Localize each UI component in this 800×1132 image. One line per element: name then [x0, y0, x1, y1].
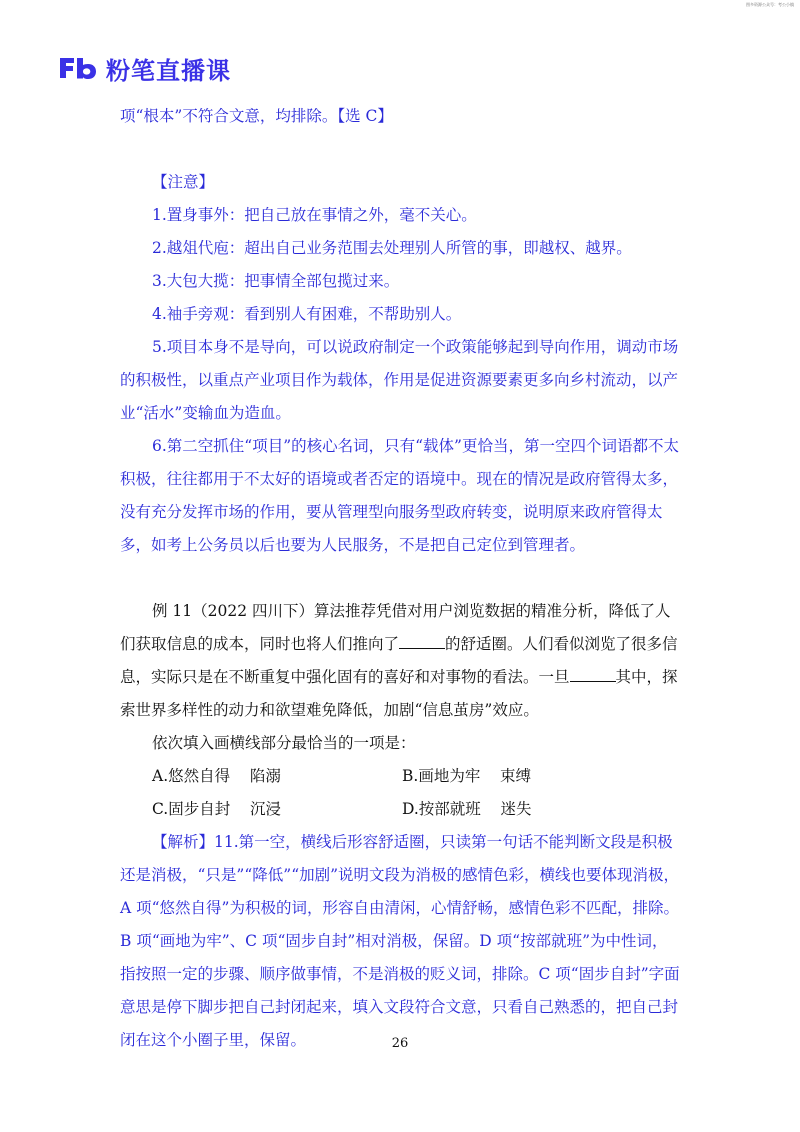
document-body — [120, 100, 682, 1057]
options-row — [120, 760, 682, 793]
spacer — [120, 562, 682, 595]
page-number: 26 — [391, 1036, 409, 1051]
fill-blank-1 — [399, 634, 445, 649]
note-item: 4.袖手旁观：看到别人有困难，不帮助别人。 — [152, 305, 462, 323]
corner-note: 图多资源公众号：考公小镇 — [746, 2, 794, 7]
analysis-paragraph: 【解析】11.第一空，横线后形容舒适圈，只读第一句话不能判断文段是积极还是消极，“只是”“降低”“加剧”说明文段为消极的感情色彩，横线也要体现消极，A 项“悠然自得”为积极的词，形容自由清闲，心情舒畅，感情色彩不匹配，排除。B 项“画地为牢”、C 项“固步自封”相对消极，保留。D 项“按部就班”为中性词，指按照一定的步骤、顺序做事情，不是消极的贬义词，排除。C 项“固步自封”字面意思是停下脚步把自己封闭起来，填入文段符合文意，只看自己熟悉的，把自己封闭在这个小圈子里，保留。 — [120, 833, 680, 1049]
option-c: C.固步自封 沉浸 — [152, 800, 281, 818]
brand-name: 粉笔直播课 — [106, 56, 231, 85]
question-stem — [120, 595, 682, 727]
question-text: 例 11（2022 四川下）算法推荐凭借对用户浏览数据的精准分析，降低了人们获取信息的成本，同时也将人们推向了 — [120, 602, 671, 653]
fenbi-logo-icon — [58, 56, 98, 80]
options-row — [120, 793, 682, 826]
question-text: 其中，探索世界多样性的动力和欲望难免降低，加剧“信息茧房”效应。 — [120, 668, 678, 719]
fill-blank-2 — [570, 667, 616, 682]
question-text: 的舒适圈。人们看似浏览了很多信息，实际只是在不断重复中强化固有的喜好和对事物的看法。一旦 — [120, 635, 678, 686]
note-item: 2.越俎代庖：超出自己业务范围去处理别人所管的事，即越权、越界。 — [152, 239, 632, 257]
option-a: A.悠然自得 陷溺 — [152, 767, 281, 785]
option-d: D.按部就班 迷失 — [402, 800, 532, 818]
note-item: 6.第二空抓住“项目”的核心名词，只有“载体”更恰当，第一空四个词语都不太积极，往往都用于不太好的语境或者否定的语境中。现在的情况是政府管得太多，没有充分发挥市场的作用，要从管理型向服务型政府转变，说明原来政府管得太多，如考上公务员以后也要为人民服务，不是把自己定位到管理者。 — [120, 437, 679, 554]
brand-header — [58, 50, 231, 86]
note-item: 5.项目本身不是导向，可以说政府制定一个政策能够起到导向作用，调动市场的积极性，以重点产业项目作为载体，作用是促进资源要素更多向乡村流动，以产业“活水”变输血为造血。 — [120, 338, 679, 422]
option-b: B.画地为牢 束缚 — [402, 767, 532, 785]
spacer — [120, 133, 682, 166]
note-item: 1.置身事外：把自己放在事情之外，毫不关心。 — [152, 206, 477, 224]
previous-answer-line: 项“根本”不符合文意，均排除。【选 C】 — [120, 107, 393, 125]
note-item: 3.大包大揽：把事情全部包揽过来。 — [152, 272, 400, 290]
question-instruction: 依次填入画横线部分最恰当的一项是： — [152, 734, 416, 752]
notice-title: 【注意】 — [152, 173, 215, 191]
